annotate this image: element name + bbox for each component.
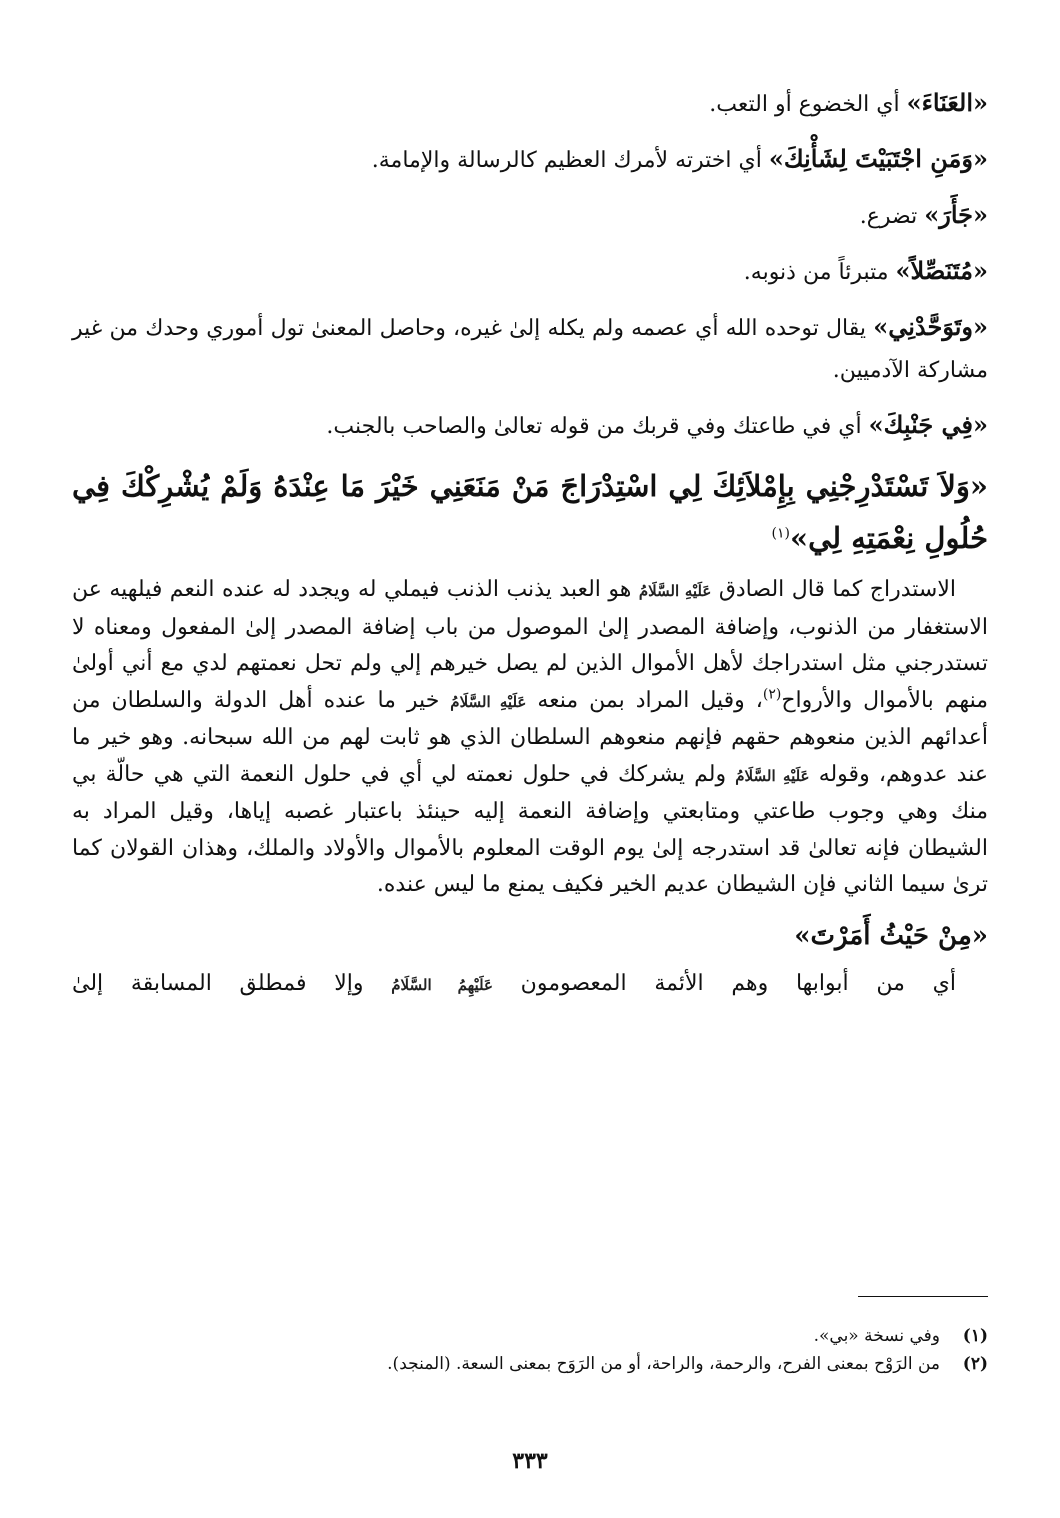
commentary-text: الاستدراج كما قال الصادق [718, 577, 956, 602]
glossary-term: «وَمَنِ اجْتَبَيْتَ لِشَأْنِكَ» [768, 144, 988, 173]
honorific-symbol: عَلَيْهِ السَّلَامُ [450, 692, 527, 711]
glossary-definition: أي في طاعتك وفي قربك من قوله تعالىٰ والصاحب بالجنب. [326, 414, 869, 439]
page-number: ٣٣٣ [512, 1448, 548, 1474]
footnote-item [72, 1322, 988, 1350]
commentary-text: خير ما عنده أهل الدولة والسلطان من أعدائهم الذين منعوهم حقهم فإنهم منعوهم السلطان الذي هو ثابت لهم من الله سبحانه. وهو خير ما عند عدوهم، وقوله [72, 687, 988, 787]
glossary-term: «فِي جَنْبِكَ» [868, 410, 988, 439]
footnote-marker-2[interactable]: (٢) [762, 686, 782, 703]
glossary-term: «مُتَنَصِّلاً» [895, 256, 988, 285]
glossary-term: «جَأَرَ» [924, 200, 988, 229]
section-heading: «مِنْ حَيْثُ أَمَرْتَ» [794, 920, 988, 951]
footnote-marker-1[interactable]: (١) [771, 525, 790, 542]
glossary-definition: تضرع. [859, 204, 925, 229]
footnote-number: (١) [962, 1326, 988, 1346]
footnote-text: من الرَوْح بمعنى الفرح، والرحمة، والراحة، أو من الرَوَح بمعنى السعة. (المنجد). [387, 1354, 940, 1374]
glossary-entry [72, 82, 988, 126]
continuation-paragraph [72, 966, 988, 1003]
glossary-entry [72, 194, 988, 238]
glossary-definition: أي اخترته لأمرك العظيم كالرسالة والإمامة. [371, 148, 769, 173]
glossary-entry [72, 250, 988, 294]
footnote-number: (٢) [962, 1354, 988, 1374]
prayer-quote [72, 460, 988, 564]
continuation-text: وإلا فمطلق المسابقة إلىٰ [72, 970, 392, 996]
glossary-term: «وتَوَحَّدْنِي» [873, 312, 988, 341]
footnote-text: وفي نسخة «بي». [813, 1326, 940, 1346]
glossary-definition: يقال توحده الله أي عصمه ولم يكله إلىٰ غيره، وحاصل المعنىٰ تول أموري وحدك من غير مشاركة الآدميين. [72, 316, 988, 383]
footnote-divider [858, 1296, 988, 1297]
honorific-symbol: عَلَيْهِمُ السَّلَامُ [391, 975, 493, 994]
footnote-item [72, 1350, 988, 1378]
commentary-text: ولم يشركك في حلول نعمته لي أي في حلول النعمة التي هي حالّة بي منك وهي وجوب طاعتي ومتابعتي وإضافة النعمة إليه حينئذ باعتبار غصبه إياها، وقيل المراد به الشيطان فإنه تعالىٰ قد استدرجه إلىٰ يوم الوقت المعلوم بالأموال والأولاد والملك، وهذان القولان كما ترىٰ سيما الثاني فإن الشيطان عديم الخير فكيف يمنع ما ليس عنده. [72, 761, 988, 897]
glossary-definition: متبرئاً من ذنوبه. [743, 260, 896, 285]
glossary-entry [72, 404, 988, 448]
glossary-definition: أي الخضوع أو التعب. [709, 92, 907, 117]
commentary-text: ، وقيل المراد بمن منعه [537, 687, 763, 713]
prayer-quote-text: «وَلاَ تَسْتَدْرِجْنِي بِإِمْلاَئِكَ لِي اسْتِدْرَاجَ مَنْ مَنَعَنِي خَيْرَ مَا عِنْدَهُ وَلَمْ يُشْرِكْكَ فِي حُلُولِ نِعْمَتِهِ لِي» [72, 469, 988, 555]
honorific-symbol: عَلَيْهِ السَّلَامُ [638, 582, 712, 600]
glossary-term: «العَنَاءَ» [906, 88, 988, 117]
honorific-symbol: عَلَيْهِ السَّلَامُ [735, 766, 810, 785]
commentary-text: هو العبد يذنب الذنب فيملي له ويجدد له عنده النعم فيلهيه عن الاستغفار من الذنوب، وإضافة المصدر إلىٰ الموصول من باب إضافة المصدر إلىٰ المفعول ومعناه لا تستدرجني مثل استدراجك لأهل الأموال الذين لم يصل خيرهم إلي ولم تحل نعمتهم لدي مع أني أولىٰ منهم بالأموال والأرواح [72, 577, 988, 713]
commentary-paragraph [72, 572, 988, 904]
continuation-text: أي من أبوابها وهم الأئمة المعصومون [520, 970, 956, 996]
footnotes [72, 1322, 988, 1378]
page-content [72, 82, 988, 1003]
glossary-entry [72, 306, 988, 392]
glossary-entry [72, 138, 988, 182]
